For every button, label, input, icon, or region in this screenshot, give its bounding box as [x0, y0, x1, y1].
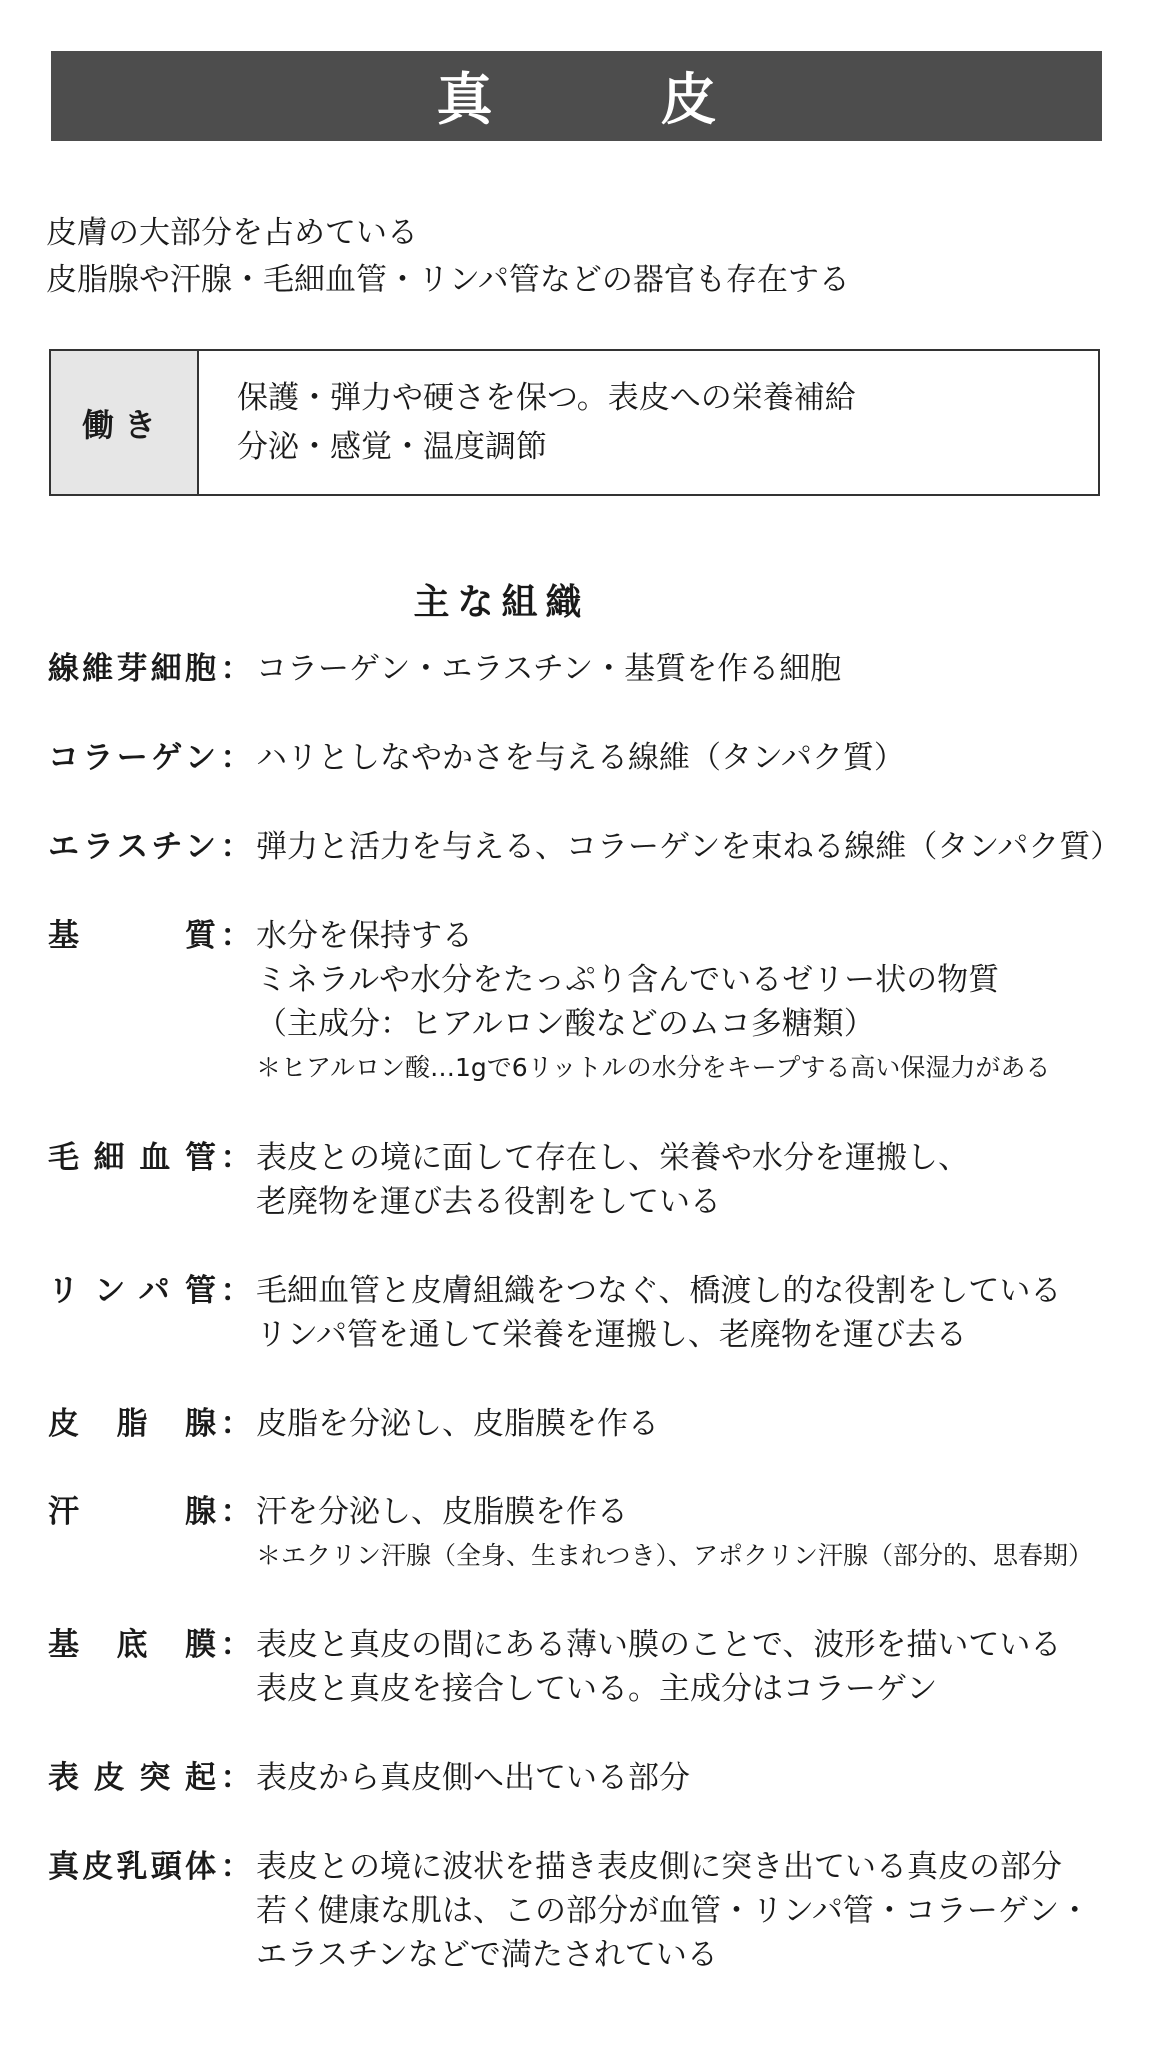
- term-row-sweat-gland: [48, 1490, 1128, 1578]
- term-colon: ：: [220, 651, 252, 687]
- function-label: 働き: [51, 351, 199, 494]
- term-description: [256, 1402, 1128, 1446]
- term-line: リンパ管を通して栄養を運搬し、老廃物を運び去る: [256, 1317, 967, 1353]
- term-colon: ：: [220, 1627, 252, 1663]
- term-colon: ：: [220, 1140, 252, 1176]
- term-description: [256, 914, 1128, 1090]
- term-row-dermal-papilla: [48, 1845, 1128, 1977]
- term-row-collagen: [48, 736, 1128, 780]
- term-line: 皮脂を分泌し、皮脂膜を作る: [256, 1406, 659, 1442]
- function-line: 保護・弾力や硬さを保つ。表皮への栄養補給: [237, 379, 856, 416]
- term-name: 表皮突起: [48, 1760, 216, 1796]
- term-description: [256, 825, 1128, 869]
- term-line: 表皮と真皮の間にある薄い膜のことで、波形を描いている: [256, 1627, 1062, 1663]
- term-name: 皮脂腺: [48, 1406, 216, 1442]
- term-name: 毛細血管: [48, 1140, 216, 1176]
- term-description: [256, 1136, 1128, 1224]
- term-line: 毛細血管と皮膚組織をつなぐ、橋渡し的な役割をしている: [256, 1273, 1062, 1309]
- term-colon: ：: [220, 1273, 252, 1309]
- term-colon: ：: [220, 1849, 252, 1885]
- term-line: コラーゲン・エラスチン・基質を作る細胞: [256, 651, 842, 687]
- term-line: 老廃物を運び去る役割をしている: [256, 1184, 721, 1220]
- term-name: コラーゲン: [48, 740, 216, 776]
- term-name: 線維芽細胞: [48, 651, 216, 687]
- section-title: 主な組織: [413, 582, 590, 623]
- term-name: 真皮乳頭体: [48, 1849, 216, 1885]
- term-colon: ：: [220, 829, 252, 865]
- intro-text: [46, 210, 850, 304]
- term-line: 弾力と活力を与える、コラーゲンを束ねる線維（タンパク質）: [256, 829, 1122, 865]
- term-line: ハリとしなやかさを与える線維（タンパク質）: [256, 740, 905, 776]
- term-name: リンパ管: [48, 1273, 216, 1309]
- term-colon: ：: [220, 1760, 252, 1796]
- term-description: [256, 1269, 1128, 1357]
- term-row-basement-membrane: [48, 1623, 1128, 1711]
- term-description: [256, 1845, 1128, 1977]
- term-line: 水分を保持する: [256, 918, 473, 954]
- term-row-fibroblast: [48, 647, 1128, 691]
- term-line: ミネラルや水分をたっぷり含んでいるゼリー状の物質: [256, 962, 1000, 998]
- term-colon: ：: [220, 918, 252, 954]
- term-row-elastin: [48, 825, 1128, 869]
- term-description: [256, 1756, 1128, 1800]
- term-row-matrix: [48, 914, 1128, 1090]
- term-colon: ：: [220, 1494, 252, 1530]
- term-colon: ：: [220, 1406, 252, 1442]
- term-note: ＊エクリン汗腺（全身、生まれつき）、アポクリン汗腺（部分的、思春期）: [256, 1541, 1094, 1570]
- term-name: エラスチン: [48, 829, 216, 865]
- term-line: 汗を分泌し、皮脂膜を作る: [256, 1494, 628, 1530]
- term-line: 表皮との境に面して存在し、栄養や水分を運搬し、: [256, 1140, 969, 1176]
- term-row-sebaceous: [48, 1402, 1128, 1446]
- term-line: 表皮から真皮側へ出ている部分: [256, 1760, 690, 1796]
- function-box: [49, 349, 1100, 496]
- term-line: 若く健康な肌は、この部分が血管・リンパ管・コラーゲン・: [256, 1893, 1091, 1929]
- term-row-lymph: [48, 1269, 1128, 1357]
- term-colon: ：: [220, 740, 252, 776]
- term-description: [256, 736, 1128, 780]
- term-name: 汗腺: [48, 1494, 216, 1530]
- term-description: [256, 1490, 1128, 1578]
- term-line: （主成分：ヒアルロン酸などのムコ多糖類）: [256, 1006, 875, 1042]
- term-row-rete-ridge: [48, 1756, 1128, 1800]
- function-line: 分泌・感覚・温度調節: [237, 428, 547, 465]
- intro-line: 皮膚の大部分を占めている: [46, 215, 418, 251]
- intro-line: 皮脂腺や汗腺・毛細血管・リンパ管などの器官も存在する: [46, 262, 850, 298]
- term-line: エラスチンなどで満たされている: [256, 1937, 718, 1973]
- term-line: 表皮との境に波状を描き表皮側に突き出ている真皮の部分: [256, 1849, 1062, 1885]
- term-line: 表皮と真皮を接合している。主成分はコラーゲン: [256, 1671, 938, 1707]
- function-description: [199, 351, 1098, 494]
- page-title: 真 皮: [51, 51, 1102, 141]
- term-description: [256, 1623, 1128, 1711]
- term-name: 基質: [48, 918, 216, 954]
- term-description: [256, 647, 1128, 691]
- term-name: 基底膜: [48, 1627, 216, 1663]
- term-note: ＊ヒアルロン酸…1gで6リットルの水分をキープする高い保湿力がある: [256, 1053, 1051, 1082]
- term-row-capillary: [48, 1136, 1128, 1224]
